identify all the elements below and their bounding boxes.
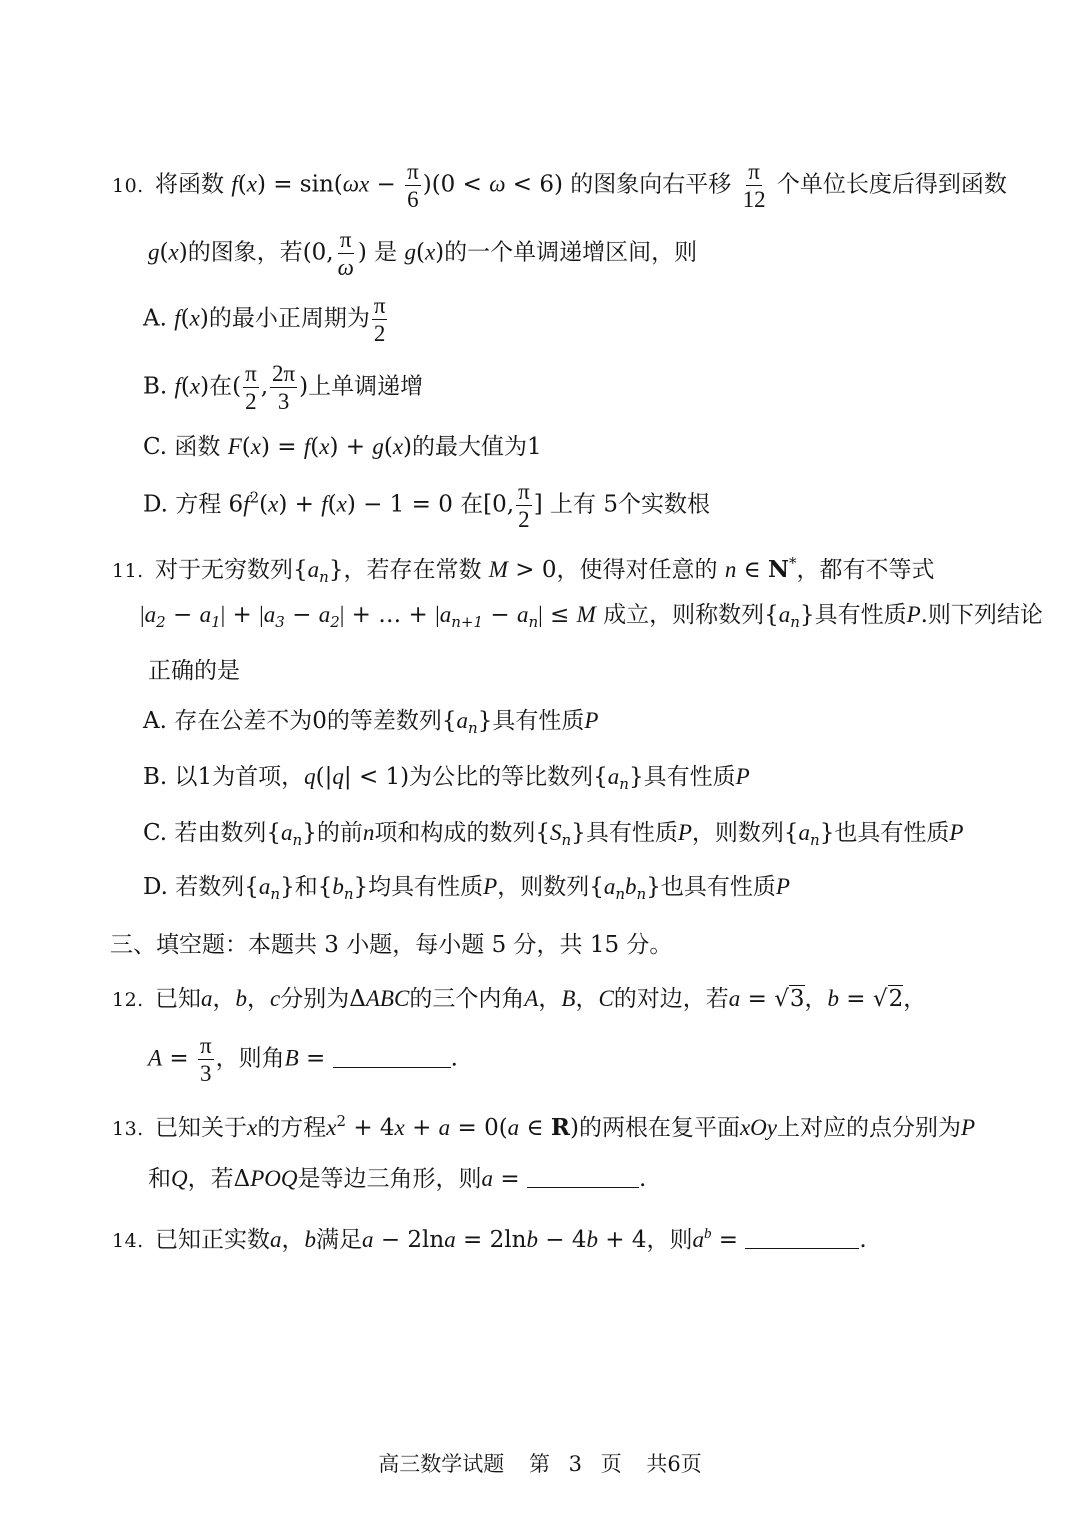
fraction: $\frac{2\pi}{3}$: [272, 361, 296, 414]
option-text: ，则数列: [691, 820, 784, 846]
fraction: $\frac{\pi}{3}$: [199, 1033, 212, 1086]
option-label: B.: [143, 764, 168, 790]
q12-line2: A = $\frac{\pi}{3}$ ，则角B = .: [148, 1033, 458, 1086]
q11-text: ，都有不等式: [796, 557, 935, 583]
q14-text: ，则: [646, 1227, 693, 1253]
option-text: 存在公差不为: [174, 708, 313, 734]
q13-line2: 和Q，若ΔPOQ是等边三角形，则a = .: [148, 1166, 647, 1192]
option-text: 的最大值为: [412, 434, 528, 460]
option-text: 若数列: [175, 874, 245, 900]
option-label: C.: [143, 434, 168, 460]
q10-text: 将函数: [155, 171, 225, 198]
q10-option-d: D. 方程 $6f^2(x) + f(x) - 1 = 0$ 在[0, $\frac{\pi}{2}$ ] 上有 5个实数根: [143, 479, 710, 532]
q14-text: 满足: [316, 1227, 363, 1253]
option-text: 具有性质: [492, 708, 585, 734]
option-text: 为首项，: [212, 764, 305, 790]
q11-text: 成立，则称数列: [603, 602, 765, 628]
q13-text: 已知关于: [155, 1115, 248, 1141]
period: .: [450, 1045, 458, 1072]
page-number: 3: [568, 1452, 582, 1476]
q12-text: 则角: [238, 1045, 285, 1072]
value: 1: [527, 434, 542, 460]
q11-text: 对于无穷数列: [155, 557, 294, 583]
answer-blank[interactable]: [333, 1045, 451, 1068]
question-number: 13.: [112, 1118, 144, 1140]
q11-option-c: C. 若由数列$\{a_n\}$的前n项和构成的数列$\{S_n\}$具有性质P，则数列$\{a_n\}$也具有性质P: [143, 820, 964, 849]
q14-text: 已知正实数: [155, 1227, 271, 1253]
formula: f: [231, 171, 238, 197]
option-text: 和: [294, 874, 318, 900]
option-text: 在: [460, 491, 484, 518]
question-number: 12.: [112, 989, 144, 1011]
q11-line1: 11. 对于无穷数列$\{a_n\}$，若存在常数 M > 0，使得对任意的 n ∈ N*，都有不等式: [112, 554, 935, 586]
q11-option-d: D. 若数列$\{a_n\}$和$\{b_n\}$均具有性质P，则数列$\{a_nb_n\}$也具有性质P: [143, 874, 790, 903]
q11-line2: $|a_2 - a_1| + |a_3 - a_2|$ + … + $|a_{n+1} - a_n| \le M$ 成立，则称数列$\{a_n\}$具有性质P.则下列结论: [140, 602, 1043, 631]
answer-blank[interactable]: [527, 1165, 639, 1188]
q11-option-b: B. 以1为首项，q(|q| < 1)为公比的等比数列$\{a_n\}$具有性质P: [143, 764, 750, 793]
fraction: $\frac{\pi}{2}$: [373, 293, 386, 346]
fraction: $\frac{\pi}{6}$: [407, 159, 419, 212]
option-label: C.: [143, 820, 168, 846]
option-label: D.: [143, 874, 168, 900]
period: .: [638, 1166, 647, 1192]
section-title: 三、填空题：本题共 3 小题，每小题 5 分，共 15 分。: [110, 932, 673, 958]
fraction: $\frac{\pi}{2}$: [518, 479, 530, 532]
option-text: 的最小正周期为: [208, 305, 370, 332]
q13-text: ，若: [187, 1166, 234, 1192]
q10-text: 的图象，若: [187, 239, 303, 266]
q10-option-c: C. 函数 F(x) = f(x) + g(x)的最大值为1: [143, 434, 542, 460]
option-text: 具有性质: [585, 820, 678, 846]
option-text: 具有性质: [643, 764, 736, 790]
fraction: $\frac{\pi}{12}$: [742, 159, 766, 212]
option-label: A.: [143, 305, 167, 332]
page-prefix: 第: [528, 1452, 550, 1476]
option-label: A.: [143, 708, 167, 734]
q10-text: 的图象向右平移: [570, 171, 732, 198]
option-label: B.: [143, 373, 168, 400]
q12-text: 分别为: [280, 986, 350, 1012]
q11-text: 具有性质: [814, 602, 907, 628]
option-text: 的前: [316, 820, 363, 846]
q10-option-a: A. f(x)的最小正周期为 $\frac{\pi}{2}$: [143, 293, 386, 346]
value: 5: [603, 491, 618, 518]
q10-text: 是: [374, 239, 398, 266]
q11-text: .则下列结论: [920, 602, 1043, 628]
option-text: 方程: [175, 491, 222, 518]
option-text: 也具有性质: [660, 874, 776, 900]
option-text: 若由数列: [174, 820, 267, 846]
page-total: 共6页: [646, 1452, 702, 1476]
q12-text: 的三个内角: [409, 986, 525, 1012]
q12-line1: 12. 已知a，b，c分别为ΔABC的三个内角A，B，C的对边，若a = √3，b = √2，: [112, 986, 927, 1012]
q10-option-b: B. f(x)在( $\frac{\pi}{2}$ , $\frac{2\pi}{3}$ )上单调递增: [143, 361, 424, 414]
option-text: 函数: [174, 434, 221, 460]
option-text: 均具有性质: [368, 874, 484, 900]
q13-text: 和: [148, 1166, 171, 1192]
q12-text: 的对边，若: [613, 986, 729, 1012]
option-text: 以: [174, 764, 198, 790]
q13-text: 是等边三角形，则: [297, 1166, 482, 1192]
fraction: $\frac{\pi}{2}$: [245, 361, 257, 414]
fraction: $\frac{\pi}{\omega}$: [337, 227, 354, 280]
option-text: 上单调递增: [308, 373, 424, 400]
answer-blank[interactable]: [745, 1226, 859, 1249]
q10-line2: g(x)的图象，若(0, $\frac{\pi}{\omega}$ ) 是 g(x)的一个单调递增区间，则: [148, 227, 698, 280]
question-number: 11.: [112, 560, 144, 582]
q11-text: ，使得对任意的: [556, 557, 718, 583]
page-suffix: 页: [600, 1452, 622, 1476]
option-text: 为公比的等比数列: [409, 764, 594, 790]
option-text: ，则数列: [497, 874, 590, 900]
option-text: 上有: [550, 491, 596, 518]
option-text: 个实数根: [617, 491, 710, 518]
q10-line1: 10. 将函数 f(x) = sin(ωx − $\frac{\pi}{6}$ )(0 < ω < 6) 的图象向右平移 $\frac{\pi}{12}$ 个单位长度后得到函数: [112, 159, 1007, 212]
period: .: [859, 1227, 867, 1253]
q13-text: 的方程: [257, 1115, 327, 1141]
option-text: 在: [209, 373, 233, 400]
q11-text: 正确的是: [148, 658, 240, 684]
option-text: 项和构成的数列: [374, 820, 536, 846]
q14-line1: 14. 已知正实数a，b满足a − 2lna = 2lnb − 4b + 4，则$a^b$ = .: [112, 1226, 867, 1253]
section-heading: [110, 930, 672, 960]
question-number: 10.: [112, 174, 144, 197]
question-number: 14.: [112, 1230, 144, 1252]
q13-text: 上对应的点分别为: [776, 1115, 961, 1141]
q11-line3: [148, 656, 240, 686]
q10-text: 个单位长度后得到函数: [776, 171, 1007, 198]
q13-line1: 13. 已知关于x的方程$x^2 + 4x + a = 0(a$ ∈ R)的两根在复平面xOy上对应的点分别为P: [112, 1112, 976, 1141]
page-indicator: [523, 1452, 628, 1476]
option-text: 也具有性质: [834, 820, 950, 846]
q11-text: ，若存在常数: [343, 557, 482, 583]
q10-text: 的一个单调递增区间，则: [444, 239, 698, 266]
footer-title: 高三数学试题: [378, 1452, 505, 1476]
value: 0: [312, 708, 327, 734]
page-footer: [0, 1448, 1080, 1478]
q12-text: 已知: [155, 986, 202, 1012]
value: 1: [197, 764, 213, 790]
q13-text: 的两根在复平面: [578, 1115, 740, 1141]
option-label: D.: [143, 491, 168, 518]
option-text: 的等差数列: [326, 708, 442, 734]
q11-option-a: A. 存在公差不为0的等差数列$\{a_n\}$具有性质P: [143, 708, 599, 737]
